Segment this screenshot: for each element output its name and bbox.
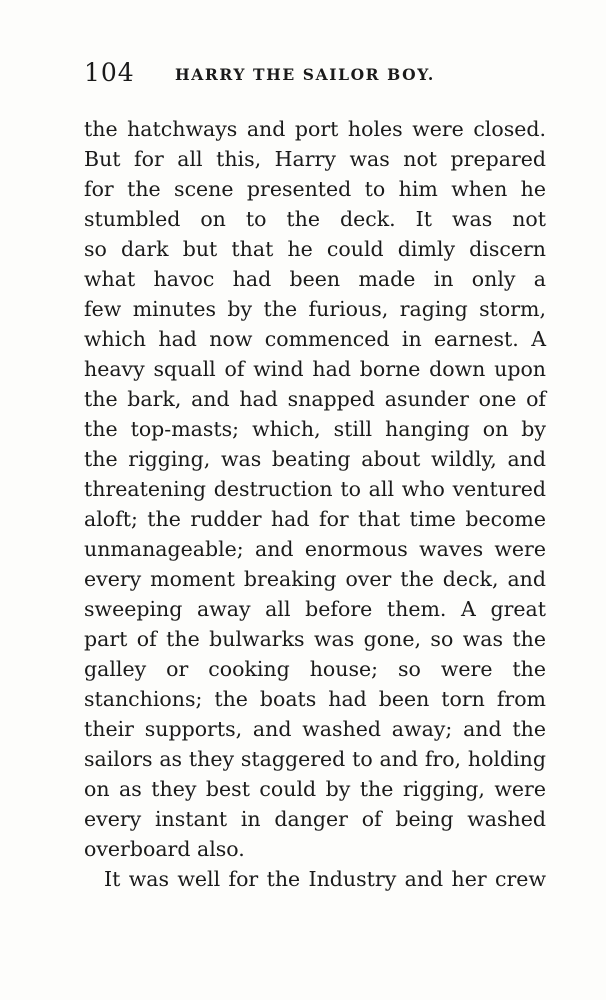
text-line: heavy squall of wind had borne down upon — [84, 357, 546, 381]
text-line: the bark, and had snapped asunder one of — [84, 387, 546, 411]
text-line: galley or cooking house; so were the — [84, 657, 546, 681]
text-line: threatening destruction to all who ventured — [84, 477, 546, 501]
text-line: on as they best could by the rigging, were — [84, 777, 546, 801]
running-head — [80, 58, 548, 88]
paragraph-start-line: It was well for the Industry and her crew — [104, 867, 546, 891]
body-text — [84, 114, 546, 894]
text-line: the rigging, was beating about wildly, and — [84, 447, 546, 471]
text-line: aloft; the rudder had for that time become — [84, 507, 546, 531]
text-line: stanchions; the boats had been torn from — [84, 687, 546, 711]
text-line: stumbled on to the deck. It was not — [84, 207, 546, 231]
text-line: sweeping away all before them. A great — [84, 597, 546, 621]
text-line: the top-masts; which, still hanging on by — [84, 417, 546, 441]
text-line: every moment breaking over the deck, and — [84, 567, 546, 591]
page-number: 104 — [84, 58, 135, 87]
text-line: the hatchways and port holes were closed. — [84, 117, 546, 141]
text-line: few minutes by the furious, raging storm, — [84, 297, 546, 321]
book-title: HARRY THE SAILOR BOY. — [175, 65, 435, 84]
text-line: sailors as they staggered to and fro, holding — [84, 747, 546, 771]
text-line: part of the bulwarks was gone, so was the — [84, 627, 546, 651]
text-line: their supports, and washed away; and the — [84, 717, 546, 741]
paragraph-end-line: overboard also. — [84, 837, 245, 861]
text-line: unmanageable; and enormous waves were — [84, 537, 546, 561]
text-line: every instant in danger of being washed — [84, 807, 546, 831]
text-line: for the scene presented to him when he — [84, 177, 546, 201]
text-line: so dark but that he could dimly discern — [84, 237, 546, 261]
text-line: what havoc had been made in only a — [84, 267, 546, 291]
text-line: which had now commenced in earnest. A — [84, 327, 546, 351]
text-line: But for all this, Harry was not prepared — [84, 147, 546, 171]
